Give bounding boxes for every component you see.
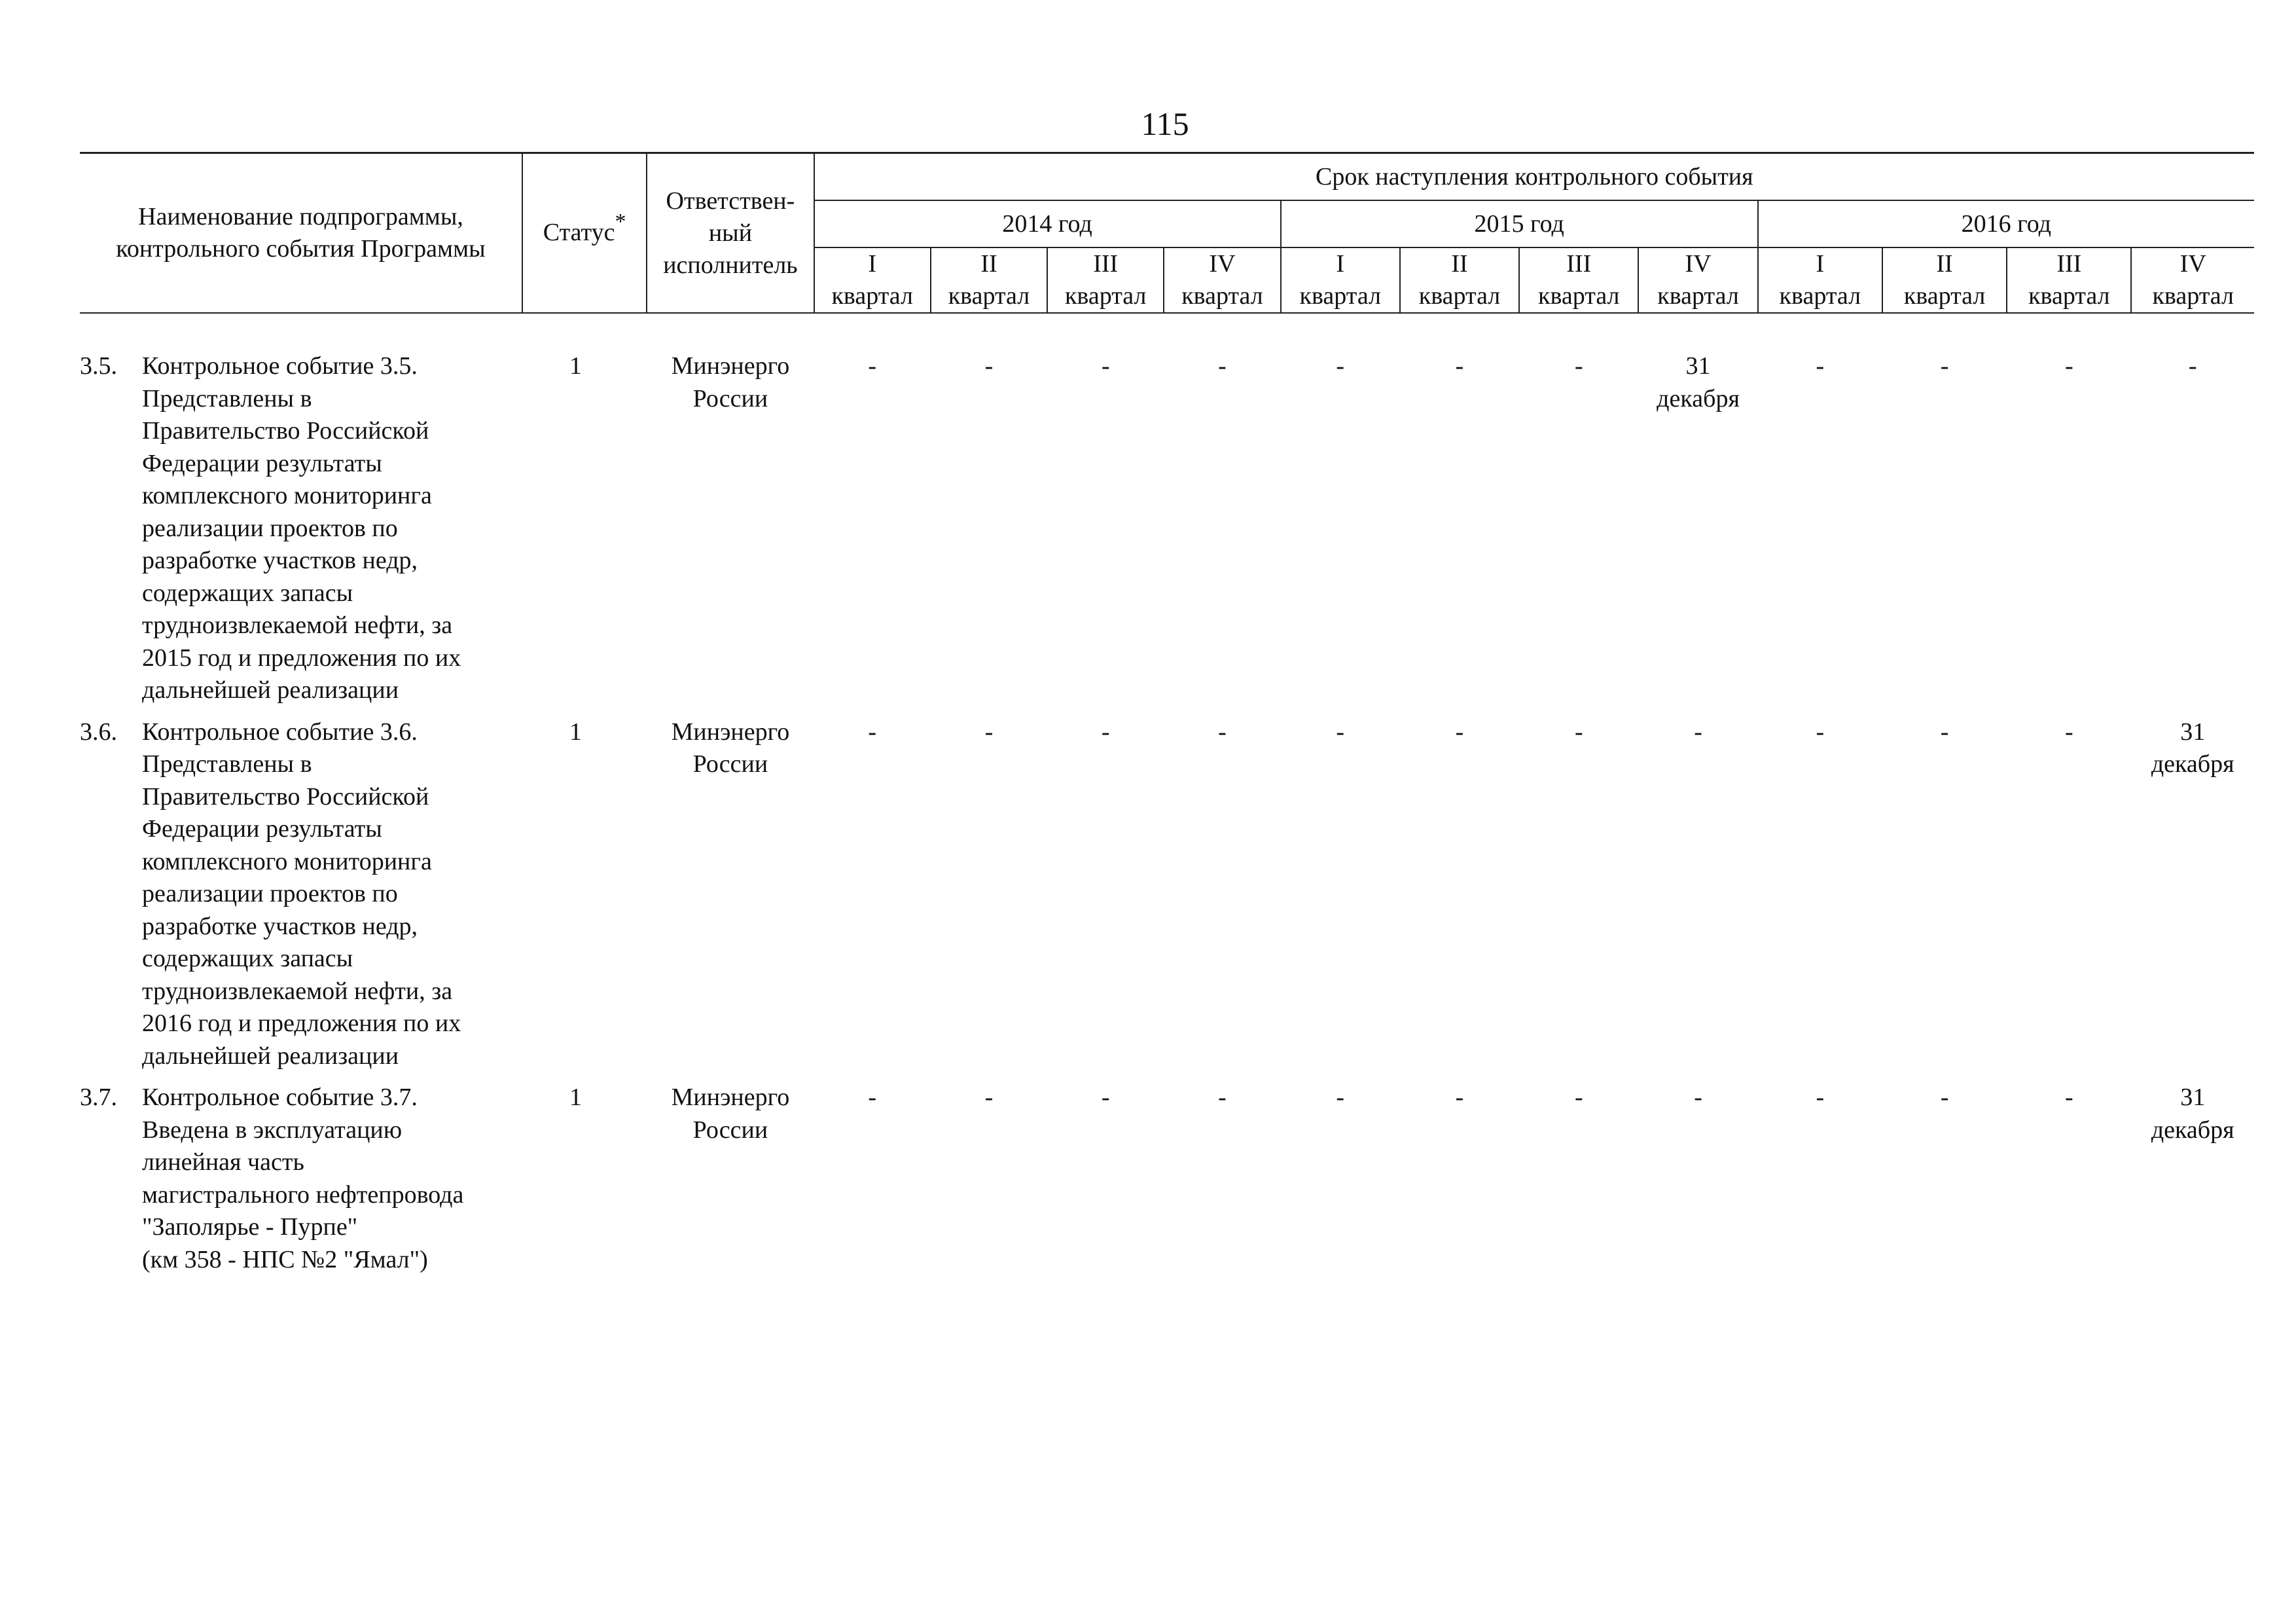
quarter-value-cell xyxy=(2007,716,2131,1082)
status-value: 1 xyxy=(569,718,582,746)
quarter-numeral: I xyxy=(1816,250,1825,278)
quarter-value-line1: - xyxy=(1455,352,1464,380)
quarter-numeral: II xyxy=(1451,250,1468,278)
quarter-value-line1: - xyxy=(1940,352,1949,380)
quarter-value-line1: - xyxy=(1694,718,1702,746)
header-quarter-cell xyxy=(1882,247,2007,313)
event-description-line: Правительство Российской xyxy=(142,782,429,811)
event-description xyxy=(142,350,522,707)
executor-cell xyxy=(647,350,814,716)
header-quarter-cell xyxy=(1281,247,1400,313)
quarter-value-line1: - xyxy=(1455,1084,1464,1111)
event-description-line: содержащих запасы xyxy=(142,579,353,607)
quarter-value-cell xyxy=(1400,716,1519,1082)
quarter-word: квартал xyxy=(1299,282,1381,310)
event-name-cell xyxy=(80,716,522,1082)
header-status-label: Статус xyxy=(543,219,615,246)
quarter-numeral: IV xyxy=(1209,250,1236,278)
event-name-cell xyxy=(80,1082,522,1285)
event-description-line: комплексного мониторинга xyxy=(142,847,432,875)
quarter-numeral: III xyxy=(2056,250,2082,278)
quarter-value-cell xyxy=(2131,716,2254,1082)
event-description-line: содержащих запасы xyxy=(142,945,353,972)
event-description-line: трудноизвлекаемой нефти, за xyxy=(142,611,453,639)
quarter-value-cell xyxy=(1882,1082,2007,1285)
quarter-value-cell xyxy=(1164,350,1280,716)
event-description-line: Введена в эксплуатацию xyxy=(142,1116,403,1144)
quarter-numeral: I xyxy=(1336,250,1345,278)
quarter-value-cell xyxy=(931,716,1047,1082)
quarter-word: квартал xyxy=(1064,282,1147,310)
quarter-value-line1: - xyxy=(1101,352,1110,380)
event-description-line: дальнейшей реализации xyxy=(142,1042,399,1070)
header-year-2: 2016 год xyxy=(1758,200,2254,247)
header-deadline: Срок наступления контрольного события xyxy=(814,153,2254,201)
quarter-word: квартал xyxy=(1181,282,1263,310)
header-year-1: 2015 год xyxy=(1281,200,1758,247)
quarter-numeral: III xyxy=(1566,250,1592,278)
quarter-value-line1: - xyxy=(868,718,877,746)
event-number: 3.7. xyxy=(80,1084,117,1111)
quarter-value-cell xyxy=(814,1082,931,1285)
quarter-value-line1: - xyxy=(1455,718,1464,746)
quarter-value-line1: - xyxy=(2188,352,2197,380)
event-description-line: Контрольное событие 3.7. xyxy=(142,1084,418,1111)
quarter-value-line1: - xyxy=(1218,718,1227,746)
event-description-line: Правительство Российской xyxy=(142,417,429,445)
header-status-column xyxy=(522,153,647,314)
event-description xyxy=(142,1082,522,1276)
quarter-value-cell xyxy=(931,350,1047,716)
event-number: 3.5. xyxy=(80,352,117,380)
header-quarter-cell xyxy=(1758,247,1882,313)
quarter-value-line2: декабря xyxy=(2151,750,2234,778)
event-description-line: разработке участков недр, xyxy=(142,912,418,940)
executor-line: России xyxy=(692,384,768,412)
header-executor-column xyxy=(647,153,814,314)
quarter-value-line1: - xyxy=(1574,718,1583,746)
quarter-value-line2: декабря xyxy=(1657,384,1740,412)
quarter-value-line1: - xyxy=(1218,352,1227,380)
event-name-cell xyxy=(80,350,522,716)
quarter-numeral: IV xyxy=(2179,250,2206,278)
executor-cell xyxy=(647,1082,814,1285)
quarter-value-line1: - xyxy=(1336,352,1345,380)
header-quarter-cell xyxy=(931,247,1047,313)
header-status-footnote-mark: * xyxy=(615,210,626,234)
quarter-word: квартал xyxy=(1903,282,1986,310)
header-quarter-cell xyxy=(1164,247,1280,313)
quarter-value-cell xyxy=(1281,350,1400,716)
quarter-value-cell xyxy=(1164,1082,1280,1285)
event-description-line: магистрального нефтепровода xyxy=(142,1180,464,1209)
event-description-line: Представлены в xyxy=(142,750,312,778)
event-description-line: трудноизвлекаемой нефти, за xyxy=(142,977,453,1005)
quarter-word: квартал xyxy=(1657,282,1739,310)
quarter-value-cell xyxy=(1519,1082,1638,1285)
quarter-value-line1: - xyxy=(2065,718,2073,746)
event-description-line: "Заполярье - Пурпе" xyxy=(142,1213,358,1241)
table-row xyxy=(80,716,2254,1082)
quarter-value-cell xyxy=(1047,1082,1164,1285)
event-description-line: (км 358 - НПС №2 "Ямал") xyxy=(142,1245,428,1273)
quarter-value-line1: - xyxy=(1574,352,1583,380)
quarter-value-line1: 31 xyxy=(2180,718,2206,746)
quarter-value-cell xyxy=(1638,1082,1757,1285)
header-quarter-cell xyxy=(1519,247,1638,313)
quarter-value-line1: - xyxy=(1694,1084,1702,1111)
event-description-line: дальнейшей реализации xyxy=(142,676,399,704)
quarter-value-line1: - xyxy=(984,1084,994,1111)
quarter-value-line1: 31 xyxy=(1685,352,1711,380)
quarter-value-line1: - xyxy=(868,352,877,380)
header-executor-line3: исполнитель xyxy=(663,251,798,279)
event-name xyxy=(80,716,522,1073)
quarter-value-cell xyxy=(814,716,931,1082)
executor-line: Минэнерго xyxy=(671,1084,790,1111)
header-executor-line2: ный xyxy=(708,219,753,247)
quarter-value-cell xyxy=(1164,716,1280,1082)
quarter-value-line1: - xyxy=(1336,718,1345,746)
event-description-line: линейная часть xyxy=(142,1148,304,1176)
quarter-value-line1: - xyxy=(1816,718,1825,746)
quarter-value-line1: - xyxy=(1218,1084,1227,1111)
quarter-numeral: II xyxy=(1936,250,1953,278)
header-executor-line1: Ответствен- xyxy=(666,187,795,215)
executor-line: России xyxy=(692,1116,768,1144)
quarter-value-line1: - xyxy=(1940,1084,1949,1111)
quarter-value-cell xyxy=(1519,350,1638,716)
quarter-value-cell xyxy=(1519,716,1638,1082)
quarter-value-line1: - xyxy=(1816,1084,1825,1111)
quarter-value-line1: - xyxy=(1101,1084,1110,1111)
quarter-value-cell xyxy=(1638,350,1757,716)
event-description-line: Федерации результаты xyxy=(142,449,382,477)
quarter-value-cell xyxy=(1281,1082,1400,1285)
event-description-line: разработке участков недр, xyxy=(142,547,418,574)
quarter-value-cell xyxy=(1638,716,1757,1082)
quarter-value-line1: - xyxy=(984,718,994,746)
page-number: 115 xyxy=(1141,105,1189,142)
quarter-value-cell xyxy=(931,1082,1047,1285)
quarter-word: квартал xyxy=(2152,282,2234,310)
quarter-word: квартал xyxy=(1779,282,1861,310)
status-value: 1 xyxy=(569,352,582,380)
event-description-line: Федерации результаты xyxy=(142,815,382,843)
quarter-value-cell xyxy=(1047,350,1164,716)
quarter-word: квартал xyxy=(831,282,913,310)
quarter-value-cell xyxy=(1400,1082,1519,1285)
header-quarter-cell xyxy=(2007,247,2131,313)
event-description-line: реализации проектов по xyxy=(142,880,398,907)
quarter-value-cell xyxy=(2007,1082,2131,1285)
quarter-value-cell xyxy=(2007,350,2131,716)
quarter-value-line1: - xyxy=(868,1084,877,1111)
quarter-value-line1: - xyxy=(1816,352,1825,380)
quarter-value-line1: - xyxy=(1940,718,1949,746)
quarter-value-cell xyxy=(1281,716,1400,1082)
quarter-value-line1: - xyxy=(1574,1084,1583,1111)
table-row xyxy=(80,350,2254,716)
quarter-value-cell xyxy=(1047,716,1164,1082)
header-quarter-cell xyxy=(1638,247,1757,313)
quarter-value-cell xyxy=(1758,350,1882,716)
header-quarter-cell xyxy=(814,247,931,313)
quarter-numeral: III xyxy=(1093,250,1119,278)
quarter-value-cell xyxy=(1882,350,2007,716)
quarter-numeral: II xyxy=(980,250,997,278)
event-description-line: 2016 год и предложения по их xyxy=(142,1010,461,1037)
event-name xyxy=(80,350,522,707)
quarter-numeral: I xyxy=(868,250,877,278)
event-description-line: реализации проектов по xyxy=(142,514,398,542)
quarter-value-line1: - xyxy=(2065,1084,2073,1111)
quarter-value-line1: - xyxy=(1101,718,1110,746)
quarter-value-cell xyxy=(1882,716,2007,1082)
control-events-table xyxy=(80,152,2254,1285)
event-description-line: Контрольное событие 3.5. xyxy=(142,352,418,380)
event-description xyxy=(142,716,522,1073)
executor-line: России xyxy=(692,750,768,778)
quarter-value-line1: - xyxy=(2065,352,2073,380)
quarter-value-cell xyxy=(2131,1082,2254,1285)
header-quarter-cell xyxy=(1400,247,1519,313)
quarter-word: квартал xyxy=(1538,282,1620,310)
table-row xyxy=(80,1082,2254,1285)
quarter-value-line1: - xyxy=(984,352,994,380)
event-name xyxy=(80,1082,522,1276)
event-description-line: Представлены в xyxy=(142,384,312,412)
header-year-0: 2014 год xyxy=(814,200,1281,247)
quarter-value-cell xyxy=(2131,350,2254,716)
quarter-value-cell xyxy=(1400,350,1519,716)
quarter-value-line1: 31 xyxy=(2180,1084,2206,1111)
event-description-line: Контрольное событие 3.6. xyxy=(142,718,418,746)
quarter-value-cell xyxy=(1758,1082,1882,1285)
event-description-line: 2015 год и предложения по их xyxy=(142,644,461,672)
event-description-line: комплексного мониторинга xyxy=(142,482,432,509)
executor-line: Минэнерго xyxy=(671,352,790,380)
executor-cell xyxy=(647,716,814,1082)
table-header xyxy=(80,153,2254,314)
status-value: 1 xyxy=(569,1084,582,1111)
header-name-column: Наименование подпрограммы, контрольного события Программы xyxy=(80,153,522,314)
table-body xyxy=(80,313,2254,1285)
quarter-word: квартал xyxy=(2028,282,2110,310)
quarter-value-line1: - xyxy=(1336,1084,1345,1111)
quarter-value-cell xyxy=(1758,716,1882,1082)
header-quarter-cell xyxy=(2131,247,2254,313)
quarter-word: квартал xyxy=(948,282,1030,310)
header-quarter-cell xyxy=(1047,247,1164,313)
executor-line: Минэнерго xyxy=(671,718,790,746)
event-number: 3.6. xyxy=(80,718,117,746)
quarter-word: квартал xyxy=(1418,282,1501,310)
quarter-value-cell xyxy=(814,350,931,716)
quarter-numeral: IV xyxy=(1685,250,1712,278)
quarter-value-line2: декабря xyxy=(2151,1116,2234,1144)
